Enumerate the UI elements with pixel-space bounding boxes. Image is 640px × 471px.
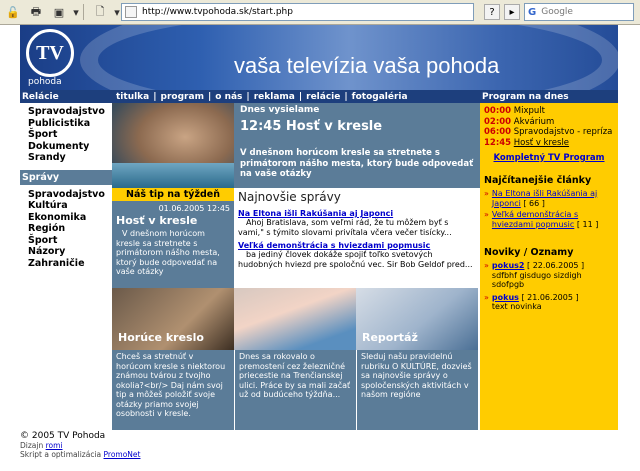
- spravy-item[interactable]: Kultúra: [28, 200, 68, 211]
- hero-water: [112, 163, 234, 188]
- spravy-item[interactable]: Zahraničie: [28, 257, 85, 269]
- tv-logo-icon[interactable]: TV: [26, 29, 74, 77]
- program-title: Hosť v kresle: [513, 137, 570, 148]
- news-text: Ahoj Bratislava, som veľmi rád, že tu môžem byť s vami," s týmito slovami privítala včera večer tisícky...: [238, 218, 452, 237]
- relacie-item[interactable]: Srandy: [28, 152, 66, 163]
- menu-separator: |: [207, 91, 212, 102]
- program-title: Akvárium: [513, 116, 555, 127]
- program-time: 02:00: [484, 116, 512, 127]
- news-text: ba jediný človek dokáže spojiť toľko svetových hudobných hviezd pre spoločnú vec. Sir Bob Geldof pred...: [238, 250, 473, 269]
- program-title: Spravodajstvo - repríza: [513, 127, 613, 137]
- top-article-item: [484, 210, 614, 229]
- news-heading: Najnovšie správy: [238, 190, 341, 204]
- top-article-item: [484, 189, 614, 208]
- menu-reklama[interactable]: reklama: [253, 91, 295, 102]
- novinka-date: [ 22.06.2005 ]: [527, 261, 585, 270]
- page-icon[interactable]: ▣: [53, 5, 65, 19]
- relacie-item[interactable]: Šport: [28, 129, 58, 140]
- top-menu: [112, 92, 480, 102]
- tile-girl-photo[interactable]: [234, 288, 356, 350]
- top-article-count: [ 11 ]: [576, 219, 599, 229]
- copyright: © 2005 TV Pohoda: [20, 431, 106, 441]
- menu-fotogaleria[interactable]: fotogaléria: [351, 91, 408, 102]
- page-footer: [20, 431, 140, 459]
- menu-separator: |: [153, 91, 157, 102]
- script-label: Skript a optimalizácia: [20, 450, 102, 459]
- program-time: 12:45: [484, 137, 512, 148]
- address-url[interactable]: http://www.tvpohoda.sk/start.php: [142, 7, 293, 17]
- relacie-heading: Relácie: [22, 91, 59, 102]
- spravy-heading: Správy: [20, 170, 112, 185]
- full-program-link[interactable]: Kompletný TV Program: [493, 153, 605, 163]
- today-title[interactable]: 12:45 Hosť v kresle: [240, 119, 383, 134]
- menu-separator: |: [344, 91, 348, 102]
- tile-description: Sleduj našu pravidelnú rubriku O KULTÚRE, dozvieš sa najnovšie správy o spoločenských aktivitách v našom regióne: [356, 350, 478, 430]
- novinka-item: [484, 293, 614, 312]
- tip-heading: Náš tip na týždeň: [112, 188, 234, 201]
- spravy-list: [20, 189, 112, 270]
- tile-hot-chair[interactable]: [112, 288, 234, 350]
- site-slogan: vaša televízia vaša pohoda: [234, 53, 500, 78]
- tip-date: 01.06.2005 12:45: [158, 204, 230, 213]
- novinka-link[interactable]: pokus2: [491, 261, 525, 270]
- google-icon: G: [528, 6, 537, 18]
- address-buttons: [484, 4, 520, 20]
- dropdown-icon[interactable]: ▾: [114, 5, 120, 19]
- tip-text: V dnešnom horúcom kresle sa stretnete s primátorom nášho mesta, ktorý bude odpovedať na vaše otázky: [116, 229, 220, 276]
- script-credit: [20, 450, 140, 459]
- main-navbar: [20, 90, 618, 103]
- novinka-text: text novinka: [491, 302, 542, 311]
- tile-description: Chceš sa stretnúť v horúcom kresle s niektorou známou tvárou z tvojho okolia?<br/> Daj nám svoj tip a môžeš položiť svoje otázky priamo svojej osobnosti v kresle.: [112, 350, 234, 430]
- program-row[interactable]: [484, 106, 614, 117]
- center-content: [112, 103, 480, 430]
- tile-description: Dnes sa rokovalo o premostení cez železničné priecestie na Trenčianskej ulici. Práce by sa mali začať už od budúceho týždňa...: [234, 350, 356, 430]
- go-button[interactable]: ▸: [504, 4, 520, 20]
- menu-o-nas[interactable]: o nás: [215, 91, 243, 102]
- novinky-heading: Noviky / Oznamy: [484, 247, 574, 258]
- document-icon[interactable]: 🗋: [95, 4, 105, 18]
- menu-titulka[interactable]: titulka: [116, 91, 150, 102]
- relacie-list: [20, 106, 112, 164]
- relacie-item[interactable]: Dokumenty: [28, 140, 90, 152]
- news-link[interactable]: Veľká demonštrácia s hviezdami popmusic: [238, 241, 431, 250]
- top-article-link[interactable]: Na Eltona išli Rakúšania aj Japonci: [491, 189, 598, 208]
- arrow-icon: »: [484, 292, 489, 302]
- menu-separator: |: [246, 91, 250, 102]
- top-article-link[interactable]: Veľká demonštrácia s hviezdami popmusic: [491, 210, 579, 229]
- tip-title[interactable]: Hosť v kresle: [116, 214, 198, 227]
- search-placeholder: Google: [541, 7, 573, 17]
- program-time: 06:00: [484, 127, 512, 137]
- menu-program[interactable]: program: [160, 91, 204, 102]
- spravy-item[interactable]: Šport: [28, 234, 58, 246]
- print-icon[interactable]: 🖶: [30, 4, 42, 18]
- browser-toolbar: [0, 0, 640, 25]
- spravy-item[interactable]: Región: [28, 223, 66, 234]
- top-article-count: [ 66 ]: [523, 198, 545, 208]
- program-time: 00:00: [484, 106, 512, 116]
- novinka-link[interactable]: pokus: [491, 292, 519, 302]
- spravy-item[interactable]: Ekonomika: [28, 211, 87, 223]
- address-bar[interactable]: [121, 3, 474, 21]
- today-label: Dnes vysielame: [240, 105, 320, 115]
- top-articles-heading: Najčítanejšie články: [484, 175, 592, 186]
- today-text: V dnešnom horúcom kresle sa stretnete s primátorom nášho mesta, ktorý bude odpovedať na vaše otázky: [240, 148, 474, 179]
- news-link[interactable]: Na Eltona išli Rakúšania aj Japonci: [238, 209, 394, 218]
- novinka-item: [484, 261, 614, 290]
- design-link[interactable]: romi: [45, 441, 63, 450]
- program-row[interactable]: [484, 117, 614, 128]
- help-button[interactable]: ?: [484, 4, 500, 20]
- program-heading: Program na dnes: [482, 91, 569, 102]
- latest-news: [234, 188, 480, 288]
- lock-icon[interactable]: 🔓: [6, 5, 20, 19]
- left-sidebar: [20, 103, 112, 430]
- tile-caption: Reportáž: [362, 331, 418, 344]
- spravy-item[interactable]: Spravodajstvo: [28, 188, 105, 200]
- logo-text: pohoda: [28, 77, 62, 87]
- program-row[interactable]: [484, 138, 614, 149]
- design-credit: [20, 441, 140, 450]
- today-broadcast: [234, 103, 480, 188]
- arrow-icon: »: [484, 261, 489, 270]
- design-label: Dizajn: [20, 441, 44, 450]
- google-search-box[interactable]: [524, 3, 634, 21]
- dropdown-icon[interactable]: ▾: [73, 5, 79, 19]
- tile-reportaz[interactable]: [356, 288, 478, 350]
- web-page: [20, 25, 618, 430]
- arrow-icon: »: [484, 189, 489, 198]
- relacie-item[interactable]: Spravodajstvo: [28, 106, 105, 117]
- program-title: Mixpult: [513, 106, 545, 116]
- site-banner: [20, 25, 618, 90]
- hero-image: [112, 103, 234, 188]
- spravy-item[interactable]: Názory: [28, 246, 66, 257]
- right-sidebar: [480, 103, 618, 430]
- arrow-icon: »: [484, 210, 489, 219]
- novinka-text: sdfbhf gisdugo sizdigh sdofpgb: [491, 270, 582, 289]
- relacie-item[interactable]: Publicistika: [28, 117, 91, 129]
- novinka-date: [ 21.06.2005 ]: [521, 292, 579, 302]
- menu-relacie[interactable]: relácie: [306, 91, 341, 102]
- tile-caption: Horúce kreslo: [118, 331, 204, 344]
- page-favicon-icon: [125, 6, 137, 18]
- menu-separator: |: [298, 91, 303, 102]
- script-link[interactable]: PromoNet: [103, 450, 141, 459]
- program-row[interactable]: [484, 127, 614, 138]
- toolbar-separator: [83, 4, 84, 20]
